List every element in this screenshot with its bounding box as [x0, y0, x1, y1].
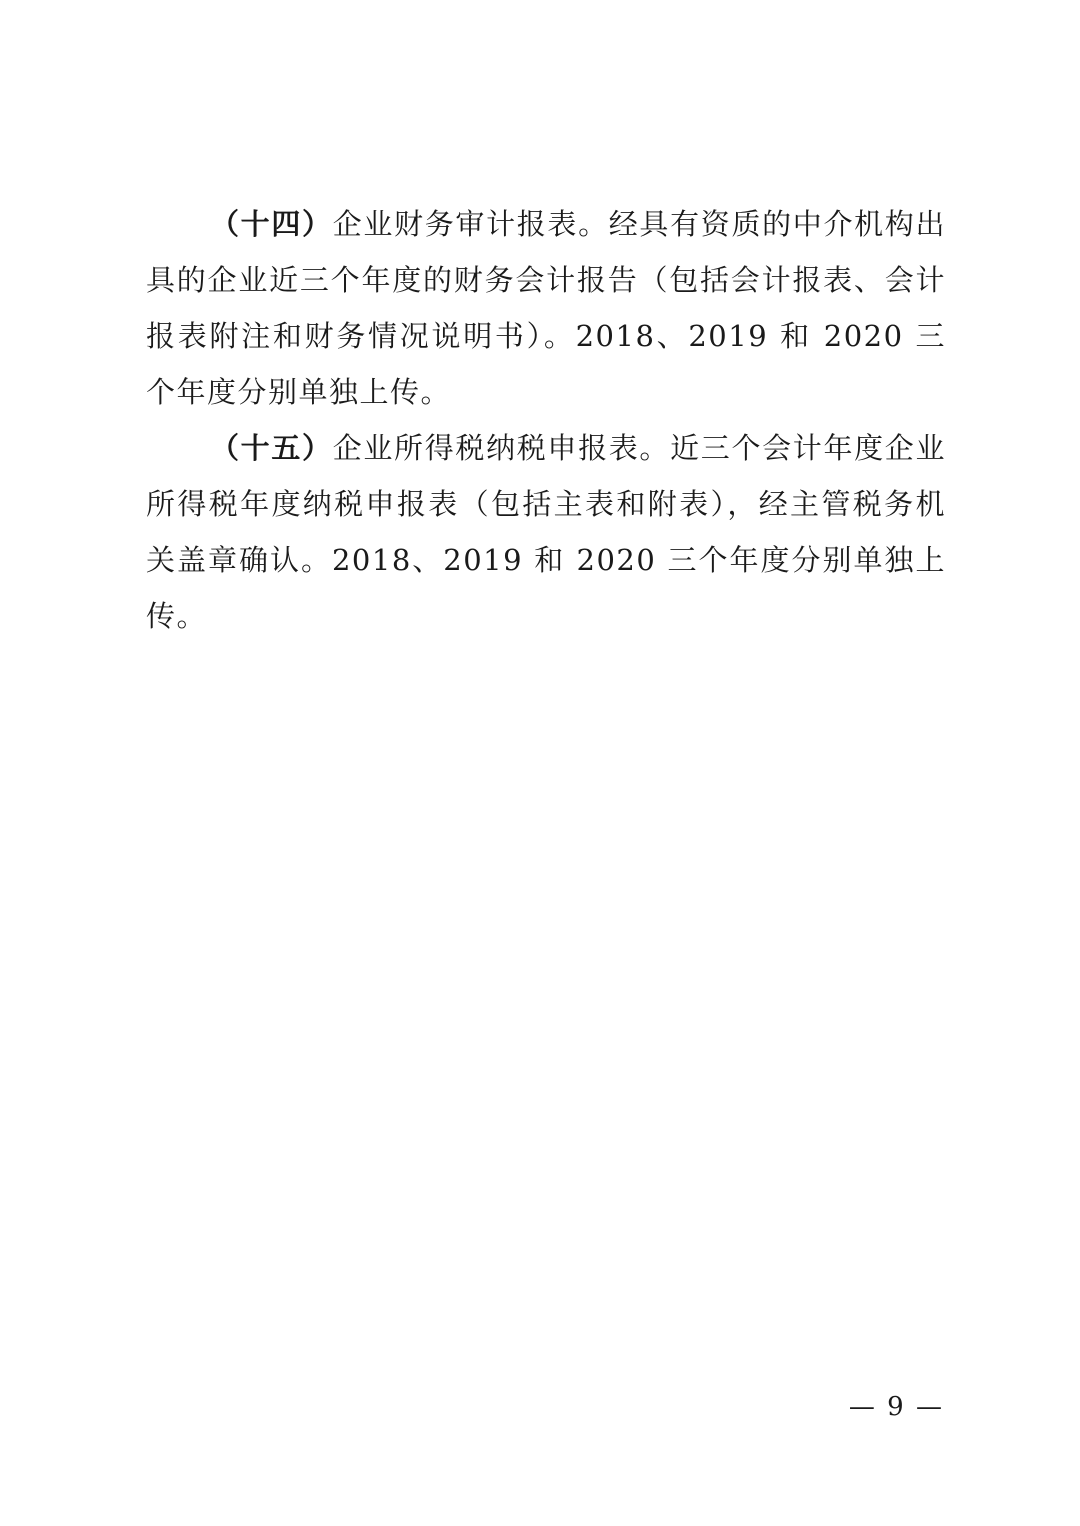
document-body: [146, 196, 946, 644]
paragraph-14-text: 企业财务审计报表。经具有资质的中介机构出具的企业近三个年度的财务会计报告（包括会计报表、会计报表附注和财务情况说明书）。2018、2019 和 2020 三个年度分别单独上传。: [146, 207, 946, 409]
paragraph-15-text: 企业所得税纳税申报表。近三个会计年度企业所得税年度纳税申报表（包括主表和附表），经主管税务机关盖章确认。2018、2019 和 2020 三个年度分别单独上传。: [146, 431, 946, 633]
section-heading-14: （十四）: [210, 207, 333, 241]
page-number: — 9 —: [848, 1392, 944, 1422]
paragraph-14: [146, 196, 946, 420]
section-heading-15: （十五）: [210, 431, 333, 465]
paragraph-15: [146, 420, 946, 644]
